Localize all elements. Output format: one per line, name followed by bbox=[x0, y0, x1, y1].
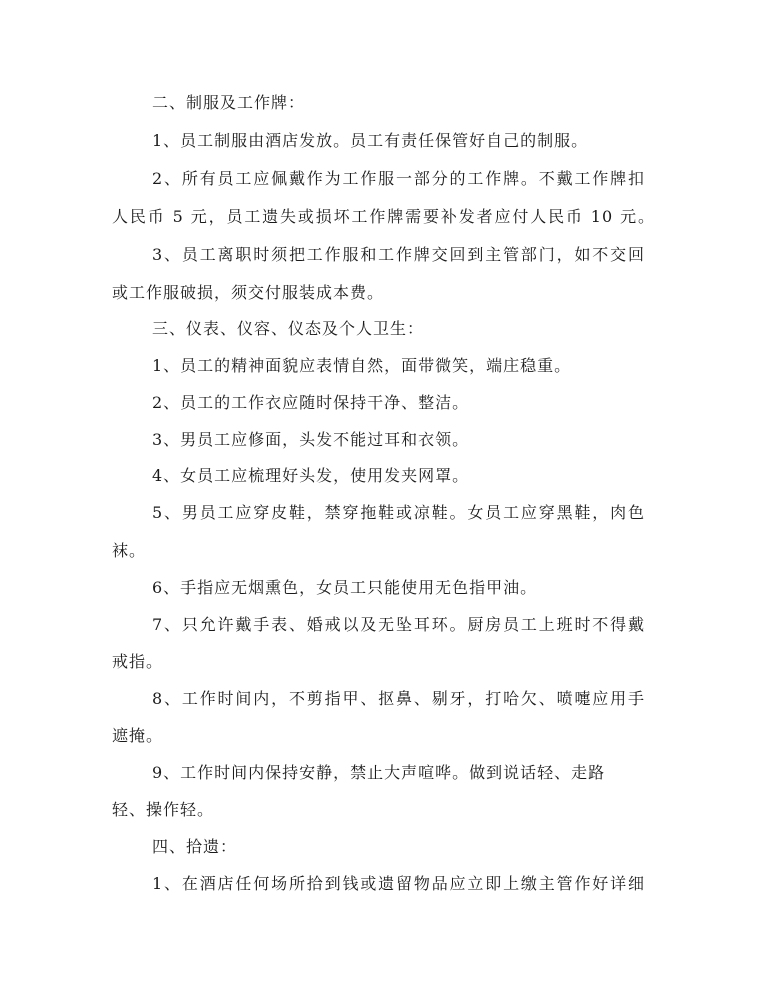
paragraph-line: 3、员工离职时须把工作服和工作牌交回到主管部门，如不交回 bbox=[152, 245, 645, 264]
paragraph-line: 人民币 5 元，员工遗失或损坏工作牌需要补发者应付人民币 10 元。 bbox=[112, 207, 655, 226]
paragraph-line: 遮掩。 bbox=[112, 726, 164, 745]
paragraph-line: 袜。 bbox=[112, 541, 147, 560]
section-heading-uniform: 二、制服及工作牌： bbox=[152, 93, 306, 112]
paragraph-line: 3、男员工应修面，头发不能过耳和衣领。 bbox=[152, 430, 470, 449]
paragraph-line: 2、所有员工应佩戴作为工作服一部分的工作牌。不戴工作牌扣 bbox=[152, 169, 645, 188]
paragraph-line: 戒指。 bbox=[112, 652, 164, 671]
paragraph-line: 7、只允许戴手表、婚戒以及无坠耳环。厨房员工上班时不得戴 bbox=[152, 615, 645, 634]
paragraph-line: 轻、操作轻。 bbox=[112, 800, 215, 819]
paragraph-line: 1、员工制服由酒店发放。员工有责任保管好自己的制服。 bbox=[152, 131, 589, 150]
paragraph-line: 5、男员工应穿皮鞋，禁穿拖鞋或凉鞋。女员工应穿黑鞋，肉色 bbox=[152, 503, 645, 522]
paragraph-line: 4、女员工应梳理好头发，使用发夹网罩。 bbox=[152, 466, 470, 485]
paragraph-line: 1、在酒店任何场所拾到钱或遗留物品应立即上缴主管作好详细 bbox=[152, 874, 645, 893]
paragraph-line: 1、员工的精神面貌应表情自然，面带微笑，端庄稳重。 bbox=[152, 356, 572, 375]
paragraph-line: 或工作服破损，须交付服装成本费。 bbox=[112, 283, 385, 302]
paragraph-line: 6、手指应无烟熏色，女员工只能使用无色指甲油。 bbox=[152, 578, 538, 597]
paragraph-line: 9、工作时间内保持安静，禁止大声喧哗。做到说话轻、走路 bbox=[152, 763, 606, 782]
paragraph-line: 8、工作时间内，不剪指甲、抠鼻、剔牙，打哈欠、喷嚏应用手 bbox=[152, 689, 645, 708]
section-heading-lost-found: 四、拾遗： bbox=[152, 837, 238, 856]
section-heading-appearance: 三、仪表、仪容、仪态及个人卫生： bbox=[152, 319, 425, 338]
paragraph-line: 2、员工的工作衣应随时保持干净、整洁。 bbox=[152, 393, 470, 412]
